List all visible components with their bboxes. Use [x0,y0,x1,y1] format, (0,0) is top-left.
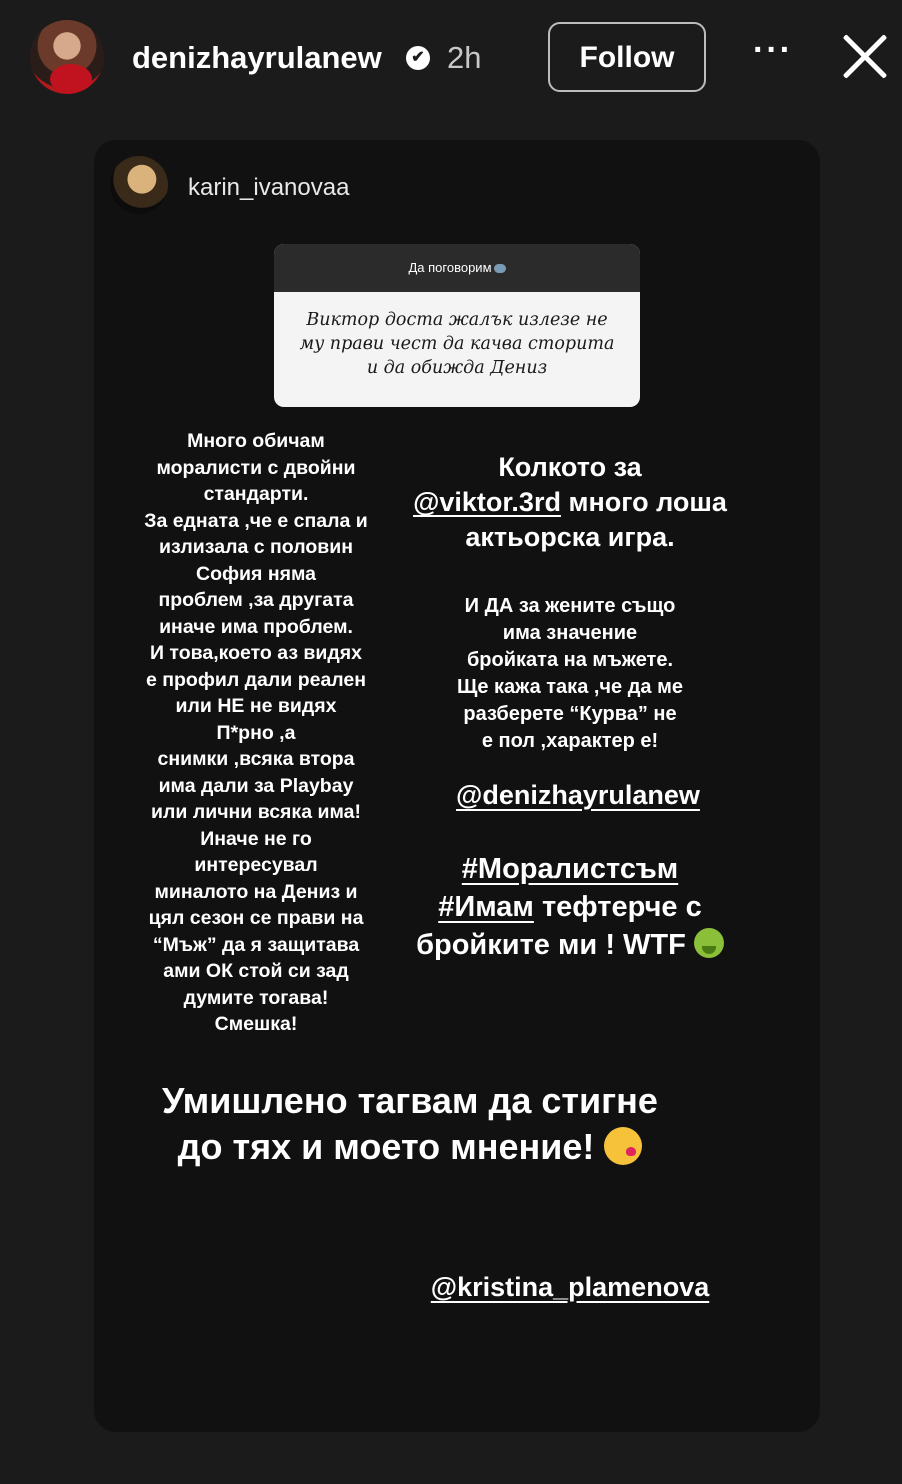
story-timestamp: 2h [447,40,482,75]
question-sticker[interactable] [274,244,640,407]
hashtag-line2-rest: тефтерче с [541,891,702,923]
question-sticker-header [274,244,640,292]
right-text-block [400,450,740,755]
story-header [0,0,902,120]
close-icon[interactable] [838,30,892,84]
verified-badge-icon: ✔ [406,46,430,70]
bottom-text [150,1078,670,1170]
nauseated-face-emoji-icon [694,928,724,958]
bottom-text-content: Умишлено тагвам да стигне до тях и моето мнение! [162,1080,658,1167]
left-text-block: Много обичам моралисти с двойни стандарти. За едната ,че е спала и излизала с половин София няма проблем ,за другата иначе има проблем. И това,което аз видях е профил дали реален или НЕ не видях П*рно ,а снимки ,всяка втора има дали за Playbay или лични всяка има! Иначе не го интересувал миналото на Дениз и цял сезон се прави на “Мъж” да я защитава ами ОК стой си зад думите тогава! Смешка! [144,430,368,1035]
mention-kristina[interactable]: @kristina_plamenova [430,1272,710,1302]
hashtag-moralist[interactable]: #Моралистсъм [461,853,679,885]
hashtag-block [390,850,750,964]
hashtag-imam[interactable]: #Имам [438,891,534,923]
author-username[interactable]: denizhayrulanew [132,40,382,75]
hashtag-line3: бройките ми ! WTF [416,929,686,961]
more-options-icon[interactable]: ··· [753,31,793,69]
follow-button[interactable]: Follow [548,22,706,92]
reshared-author-avatar[interactable] [110,156,168,214]
mention-viktor[interactable]: @viktor.3rd [413,487,561,517]
author-avatar[interactable] [30,20,104,94]
speech-bubble-icon [494,264,506,273]
mention-deniz[interactable]: @denizhayrulanew [456,780,700,810]
right-heading-post: много лоша актьорска игра. [465,487,727,552]
roses-graphic [50,64,92,94]
right-heading [400,450,740,555]
mention-sticker-deniz[interactable] [430,780,726,811]
reshared-author-username[interactable]: karin_ivanovaa [188,174,350,201]
question-sticker-text: Виктор доста жалък излезе не му прави чест да качва сторита и да обижда Дениз [299,310,615,378]
right-heading-pre: Колкото за [498,452,642,482]
right-paragraph: И ДА за жените също има значение бройката на мъжете. Ще кажа така ,че да ме разберете “Курва” не е пол ,характер е! [456,595,684,752]
question-sticker-title: Да поговорим [408,260,492,275]
kiss-face-emoji-icon [604,1127,642,1165]
mention-sticker-kristina[interactable] [410,1272,730,1303]
